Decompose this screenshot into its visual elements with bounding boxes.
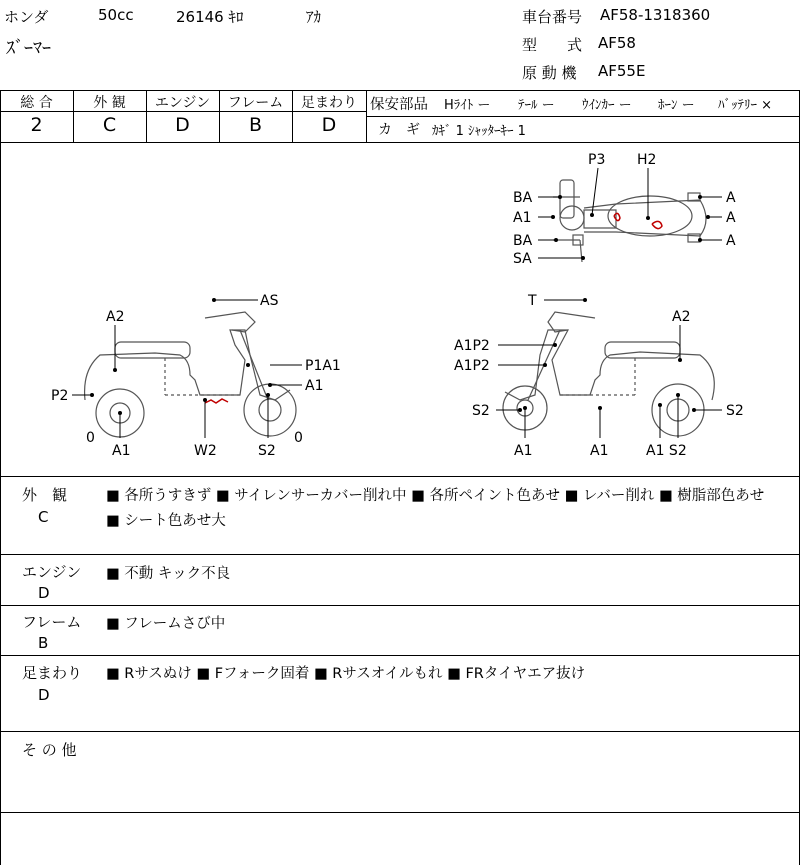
frame-grade: B <box>248 114 263 136</box>
overall-grade: 2 <box>30 114 43 136</box>
label-a-top-2: A <box>726 210 736 226</box>
key-label: カ ギ <box>378 122 420 138</box>
label-zero-left: 0 <box>86 430 95 446</box>
label-a1s2: A1 S2 <box>646 443 687 459</box>
damage-mark-w2 <box>205 399 228 403</box>
type-label: 型 式 <box>522 36 583 54</box>
exterior-grade: C <box>102 114 117 136</box>
label-p2: P2 <box>51 388 69 404</box>
label-w2: W2 <box>194 443 217 459</box>
notes-suspension-text: ■ Rサスぬけ ■ Fフォーク固着 ■ Rサスオイルもれ ■ FRタイヤエア抜け <box>106 666 586 682</box>
label-a1p2-1: A1P2 <box>454 338 490 354</box>
safety-parts-label: 保安部品 <box>370 97 428 113</box>
safety-horn: ﾎｰﾝ ー <box>658 98 695 113</box>
left-side-scooter <box>85 312 296 437</box>
color: ｱｶ <box>306 8 322 26</box>
label-a2-left: A2 <box>106 309 125 325</box>
label-a1-right-floor: A1 <box>590 443 609 459</box>
notes-frame-grade: B <box>38 634 49 652</box>
label-a1-top: A1 <box>513 210 532 226</box>
notes-suspension-label: 足まわり <box>22 664 83 682</box>
label-a-top-3: A <box>726 233 736 249</box>
notes-exterior-line1: ■ 各所うすきず ■ サイレンサーカバー削れ中 ■ 各所ペイント色あせ ■ レバー削れ ■ 樹脂部色あせ <box>106 488 765 504</box>
notes-engine-label: エンジン <box>22 563 82 581</box>
mileage: 26146 ｷﾛ <box>176 8 244 26</box>
label-s2-right-rear: S2 <box>726 403 744 419</box>
top-view-scooter <box>553 180 706 262</box>
label-as: AS <box>260 293 279 309</box>
notes-suspension-grade: D <box>38 686 50 704</box>
notes-engine-text: ■ 不動 キック不良 <box>106 566 231 582</box>
label-a1-left: A1 <box>305 378 324 394</box>
notes-exterior-line2: ■ シート色あせ大 <box>106 513 226 529</box>
notes-other-label: そ の 他 <box>22 741 77 759</box>
model-name: ｽﾞｰﾏｰ <box>6 38 51 59</box>
notes-frame-text: ■ フレームさび中 <box>106 616 226 632</box>
safety-tail: ﾃｰﾙ ー <box>518 98 555 113</box>
label-ba-top: BA <box>513 190 533 206</box>
exterior-label: 外 観 <box>93 95 126 111</box>
label-s2-right-front: S2 <box>472 403 490 419</box>
safety-headlight: Hﾗｲﾄ ー <box>444 98 491 113</box>
maker: ホンダ <box>4 8 49 26</box>
label-a2-right: A2 <box>672 309 691 325</box>
label-ba-bottom: BA <box>513 233 533 249</box>
frame-label: フレーム <box>227 95 284 111</box>
overall-label: 総 合 <box>20 95 53 111</box>
engine-type-label: 原 動 機 <box>522 64 577 82</box>
displacement: 50cc <box>98 6 134 24</box>
type-value: AF58 <box>598 34 636 52</box>
label-zero-right: 0 <box>294 430 303 446</box>
right-side-scooter <box>503 312 714 436</box>
engine-label: エンジン <box>154 95 211 111</box>
engine-type-value: AF55E <box>598 62 646 80</box>
safety-winker: ｳｲﾝｶｰ ー <box>582 98 632 113</box>
notes-frame-label: フレーム <box>22 613 82 631</box>
label-h2: H2 <box>637 152 657 168</box>
label-a1-right-wheel: A1 <box>514 443 533 459</box>
safety-battery: ﾊﾞｯﾃﾘｰ × <box>718 98 773 113</box>
notes-exterior-label: 外 観 <box>22 486 68 504</box>
label-a1p2-2: A1P2 <box>454 358 490 374</box>
label-p3: P3 <box>588 152 606 168</box>
damage-mark-h2-a <box>614 213 620 220</box>
label-a-top-1: A <box>726 190 736 206</box>
label-p1a1: P1A1 <box>305 358 341 374</box>
damage-mark-h2-b <box>652 221 662 228</box>
label-sa: SA <box>513 251 532 267</box>
suspension-label: 足まわり <box>301 95 357 111</box>
notes-exterior-grade: C <box>38 508 49 526</box>
notes-engine-grade: D <box>38 584 50 602</box>
label-s2-left: S2 <box>258 443 276 459</box>
label-a1-left-wheel: A1 <box>112 443 131 459</box>
key-value: ｶｷﾞ 1 ｼｬｯﾀｰｷｰ 1 <box>432 124 526 139</box>
frame-number-label: 車台番号 <box>522 8 583 26</box>
frame-number: AF58-1318360 <box>600 6 711 24</box>
label-t: T <box>528 293 537 309</box>
suspension-grade: D <box>321 114 337 136</box>
engine-grade: D <box>175 114 190 136</box>
